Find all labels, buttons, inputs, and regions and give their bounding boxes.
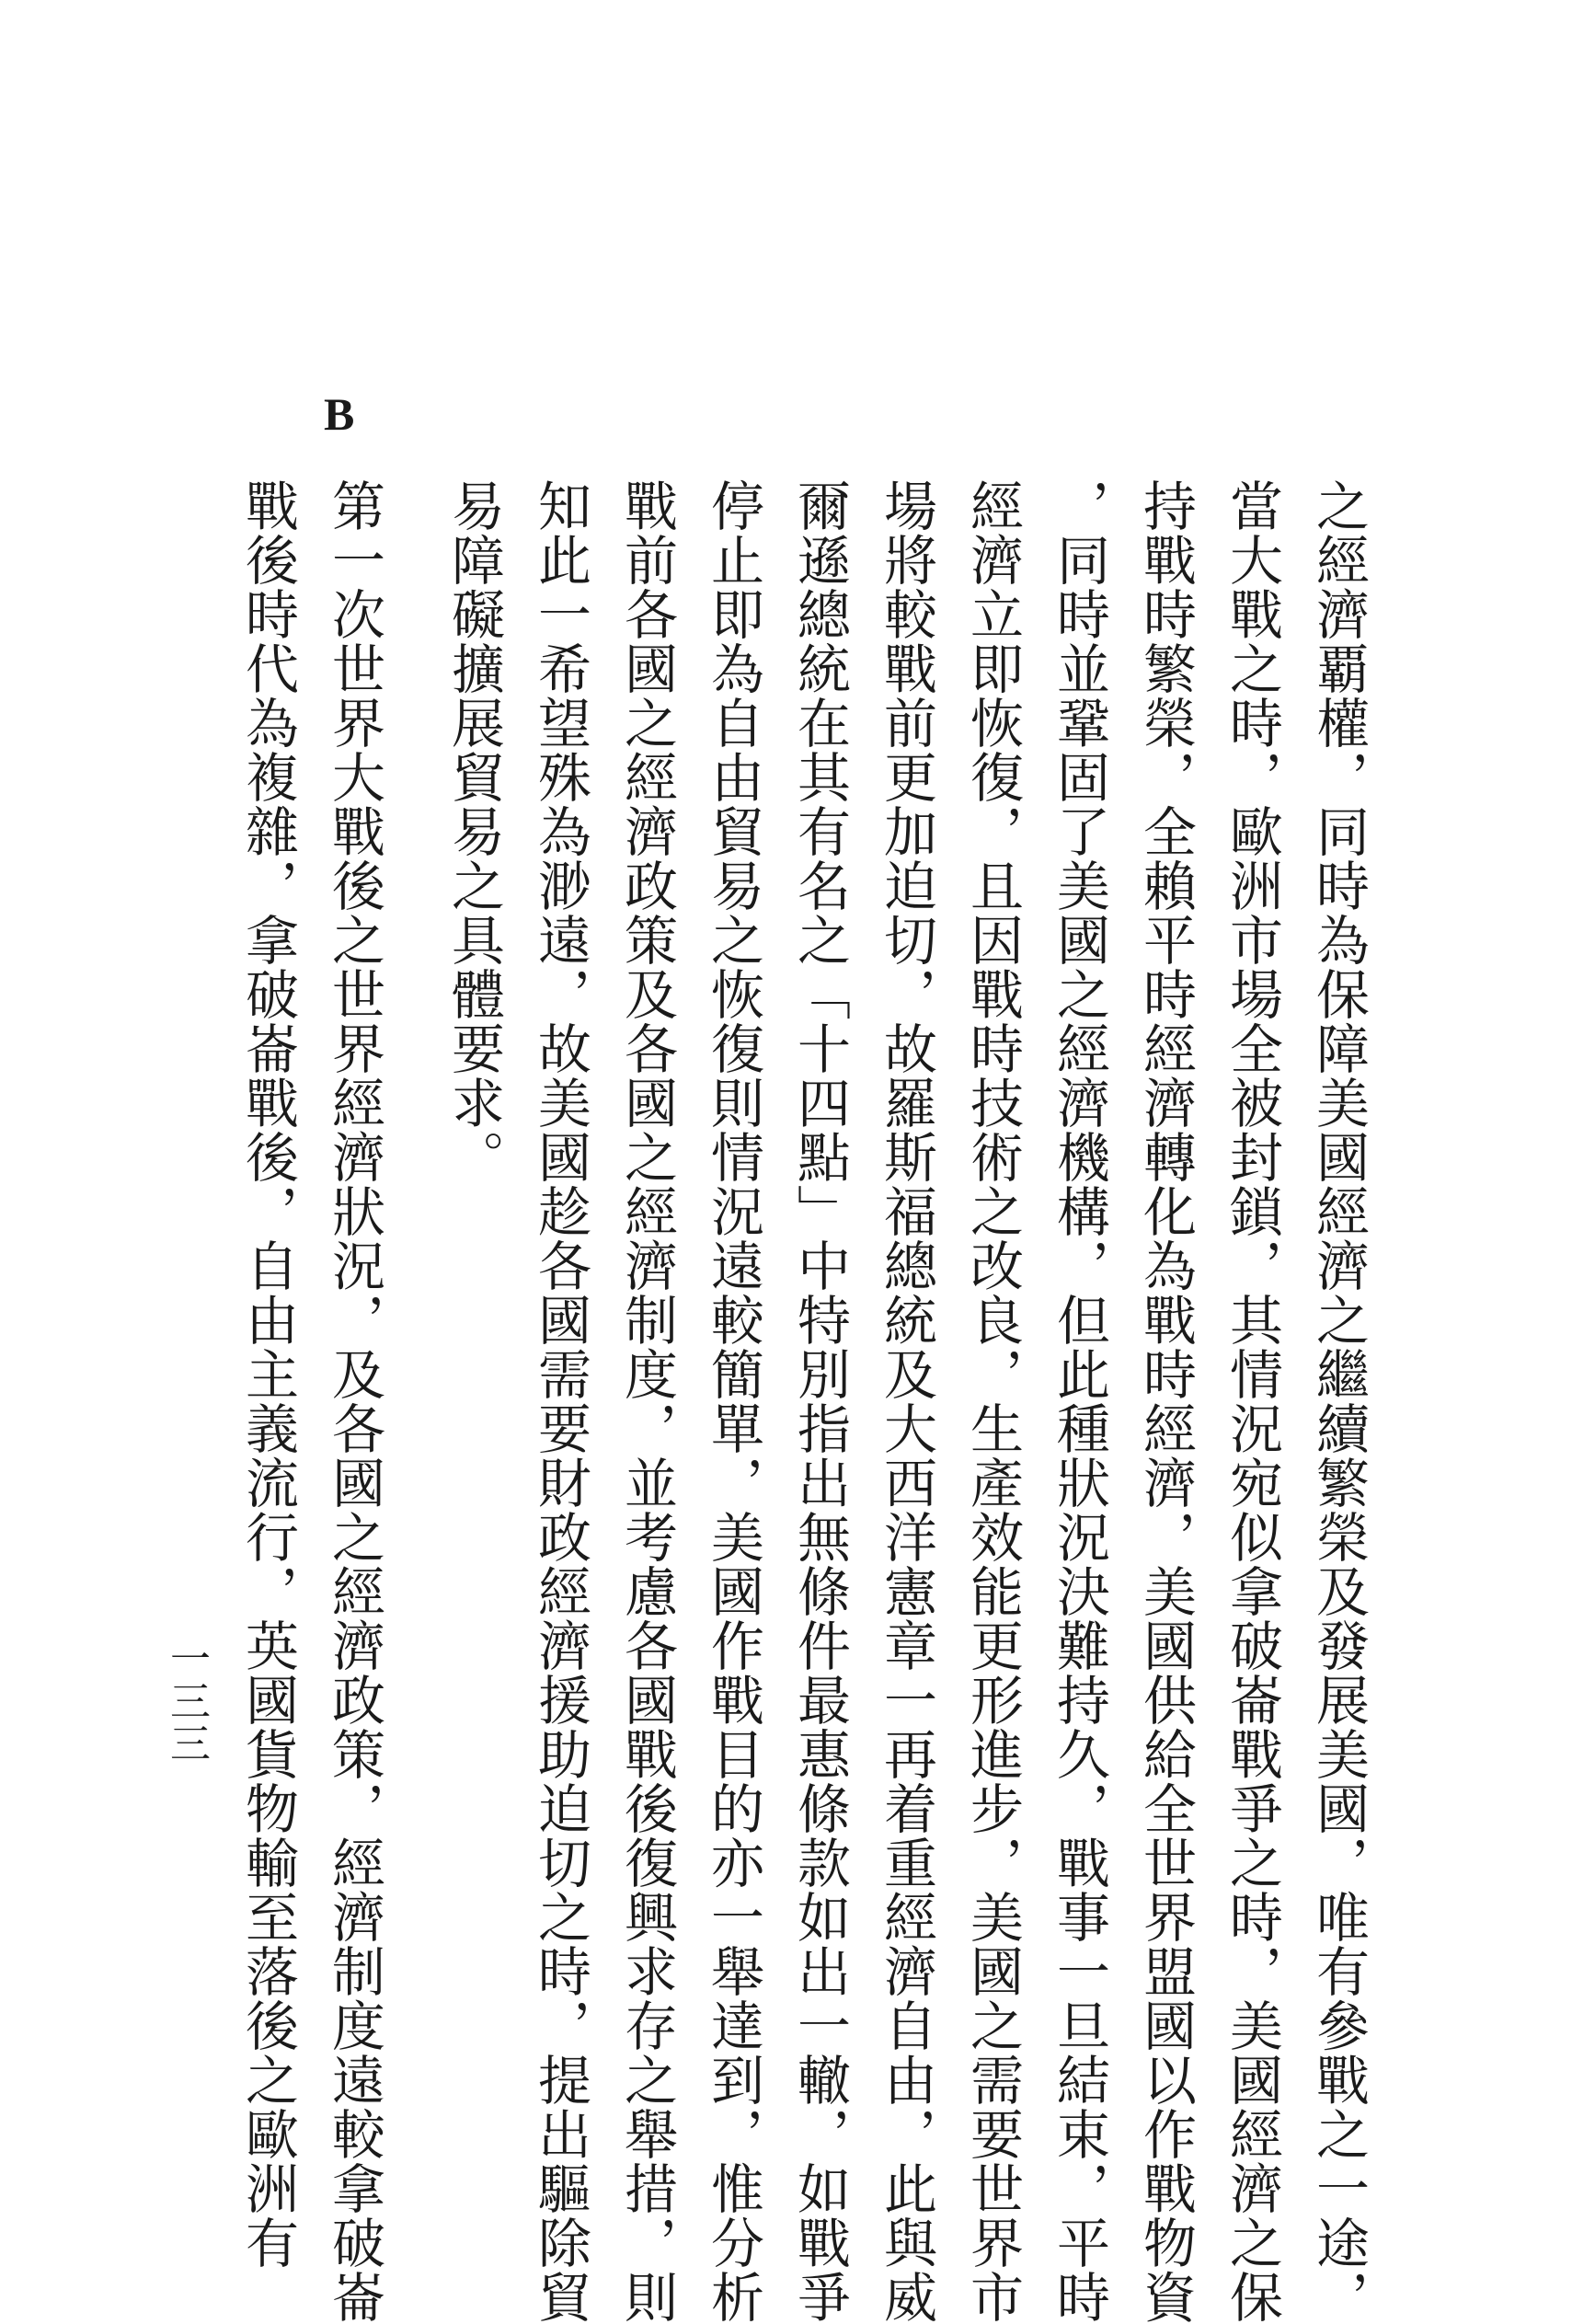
text-column: 停止即為自由貿易之恢復則情況遠較簡單，美國作戰目的亦一舉達到，惟分析: [702, 478, 764, 2324]
page-number: 一三三: [163, 1638, 210, 1765]
text-column: 經濟立即恢復，且因戰時技術之改良，生產效能更形進步，美國之需要世界市: [961, 478, 1024, 2324]
text-column: ，同時並鞏固了美國之經濟機構，但此種狀況決難持久，戰事一旦結束，平時: [1048, 478, 1110, 2324]
text-column: 戰前各國之經濟政策及各國之經濟制度，並考慮各國戰後復興求存之舉措，則: [615, 478, 678, 2324]
text-column: 知此一希望殊為渺遠，故美國趁各國需要財政經濟援助迫切之時，提出驅除貿: [529, 478, 591, 2324]
text-column: 之經濟覇權，同時為保障美國經濟之繼續繁榮及發展美國，唯有參戰之一途，: [1307, 478, 1370, 2324]
text-column: 持戰時繁榮，全賴平時經濟轉化為戰時經濟，美國供給全世界盟國以作戰物資: [1134, 478, 1197, 2324]
text-column: 場將較戰前更加迫切，故羅斯福總統及大西洋憲章一再着重經濟自由，此與威: [875, 478, 937, 2324]
section-marker: B: [324, 388, 355, 440]
text-column: 第一次世界大戰後之世界經濟狀況，及各國之經濟政策，經濟制度遠較拿破崙: [323, 478, 385, 2324]
text-column: 易障礙擴展貿易之具體要求。: [442, 478, 505, 1184]
text-column: 爾遜總統在其有名之「十四點」中特別指出無條件最惠條款如出一轍，如戰爭: [788, 478, 851, 2324]
text-column: 當大戰之時，歐洲市場全被封鎖，其情況宛似拿破崙戰爭之時，美國經濟之保: [1221, 478, 1283, 2324]
text-column: 戰後時代為複雜，拿破崙戰後，自由主義流行，英國貨物輸至落後之歐洲有: [236, 478, 299, 2270]
